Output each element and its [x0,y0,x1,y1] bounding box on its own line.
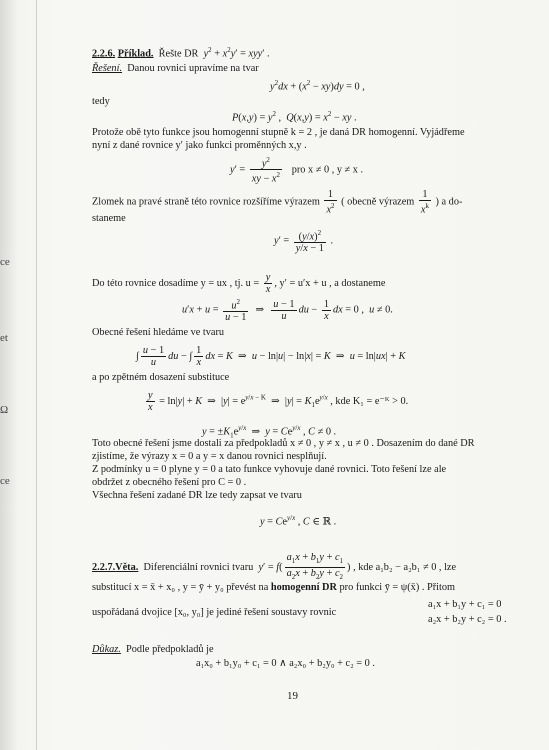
equation: a₁x₀ + b₁y₀ + c₁ = 0 ∧ a₂x₀ + b₂y₀ + c₂ = 0 . [196,658,375,669]
text-line: Do této rovnice dosadíme y = ux , tj. u = $\frac{y}{x}$ , y′ = u′x + u , a dostaneme [92,272,386,295]
binding-line [36,0,37,750]
equation: y′ = $\frac{y^2}{xy - x^2}$ pro x ≠ 0 , y ≠ x . [230,156,364,185]
equation: $y^2dx + (x^2 - xy)dy = 0$ , [270,79,365,93]
equation: y′ = $\frac{(y/x)^2}{y/x - 1}$ . [274,229,334,255]
gutter-text: et [0,332,8,344]
text-line: Zlomek na pravé straně této rovnice rozšíříme výrazem $\frac{1}{x^2}$ ( obecně výrazem $\frac{1}{x^k}$ ) a do- [92,189,463,216]
text-line: nyní z dané rovnice y′ jako funkci proměnných x,y . [92,140,307,151]
text-line: a po zpětném dosazení substituce [92,372,230,383]
text-line: Protože obě tyto funkce jsou homogenní stupně k = 2 , je daná DR homogenní. Vyjádřeme [92,127,465,138]
equation: a₁x + b₁y + c₁ = 0 [428,599,502,610]
text-line: obdržet z obecného řešení pro C = 0 . [92,477,247,488]
example-header: 2.2.6. Příklad. Řešte DR $y^2 + x^2y' = xyy'$ . [92,46,270,60]
text-line: staneme [92,213,126,224]
text-line: tedy [92,96,110,107]
text-line: uspořádaná dvojice [x₀, y₀] je jediné řešení soustavy rovnic [92,607,337,618]
theorem-title: Věta. [115,561,139,573]
theorem-number: 2.2.7. [92,561,116,573]
equation: $y = Ce^{y/x}$ , C ∈ ℝ . [260,514,337,528]
example-title: Příklad. [117,48,154,60]
gutter-text: Ω [0,404,9,416]
equation: a₂x + b₂y + c₂ = 0 . [428,614,507,625]
example-number: 2.2.6. [92,48,116,60]
example-task: Řešte DR [158,48,199,60]
text-line: substitucí x = x̄ + x₀ , y = ȳ + y₀ převést na homogenní DR pro funkci ȳ = ψ(x̄) . Přitom [92,582,456,593]
text-line: Obecné řešení hledáme ve tvaru [92,327,225,338]
equation: ∫ $\frac{u - 1}{u}$ du − ∫ $\frac{1}{x}$ dx = K ⇒ u − ln|u| − ln|x| = K ⇒ u = ln|ux| + K [136,345,406,368]
equation: u′x + u = $\frac{u^2}{u - 1}$ ⇒ $\frac{u - 1}{u}$ du − $\frac{1}{x}$ dx = 0 , u ≠ 0. [182,298,393,324]
page-number: 19 [287,690,298,702]
gutter-text: ce [0,256,10,268]
theorem-header: 2.2.7.Věta. Diferenciální rovnici tvaru y′ = f( $\frac{a_1x + b_1y + c_1}{a_2x + b_2y + c_2}$ ) , kde a₁b₂ − a₂b₁ ≠ 0 , lze [92,552,457,582]
equation: $y = \pm K_1e^{y/x}$ ⇒ $y = Ce^{y/x}$ , C ≠ 0 . [202,424,337,440]
text-line: zjistíme, že výrazy x = 0 a y = x danou rovnici nesplňují. [92,451,327,462]
emphasis-term: homogenní DR [270,582,337,593]
equation: $P(x,y) = y^2$ , $Q(x,y) = x^2$ − xy . [232,110,357,124]
solution-label: Řešení. [92,63,123,74]
solution-intro: Řešení. Danou rovnici upravíme na tvar [92,63,259,74]
gutter-text: ce [0,475,10,487]
text-line: Toto obecné řešení jsme dostali za předpokladů x ≠ 0 , y ≠ x , u ≠ 0 . Dosazením do dané DR [92,438,475,449]
proof-intro: Důkaz. Podle předpokladů je [92,644,214,655]
text-line: Z podmínky u = 0 plyne y = 0 a tato funkce vyhovuje dané rovnici. Toto řešení lze ale [92,464,447,475]
equation: $\frac{y}{x}$ = ln|y| + K ⇒ $|y| = e^{y/x - K}$ ⇒ $|y| = K_1e^{y/x}$ , kde K₁ = e⁻ᴷ > 0. [148,390,409,413]
text-line: Všechna řešení zadané DR lze tedy zapsat ve tvaru [92,490,302,501]
proof-label: Důkaz. [92,644,121,655]
